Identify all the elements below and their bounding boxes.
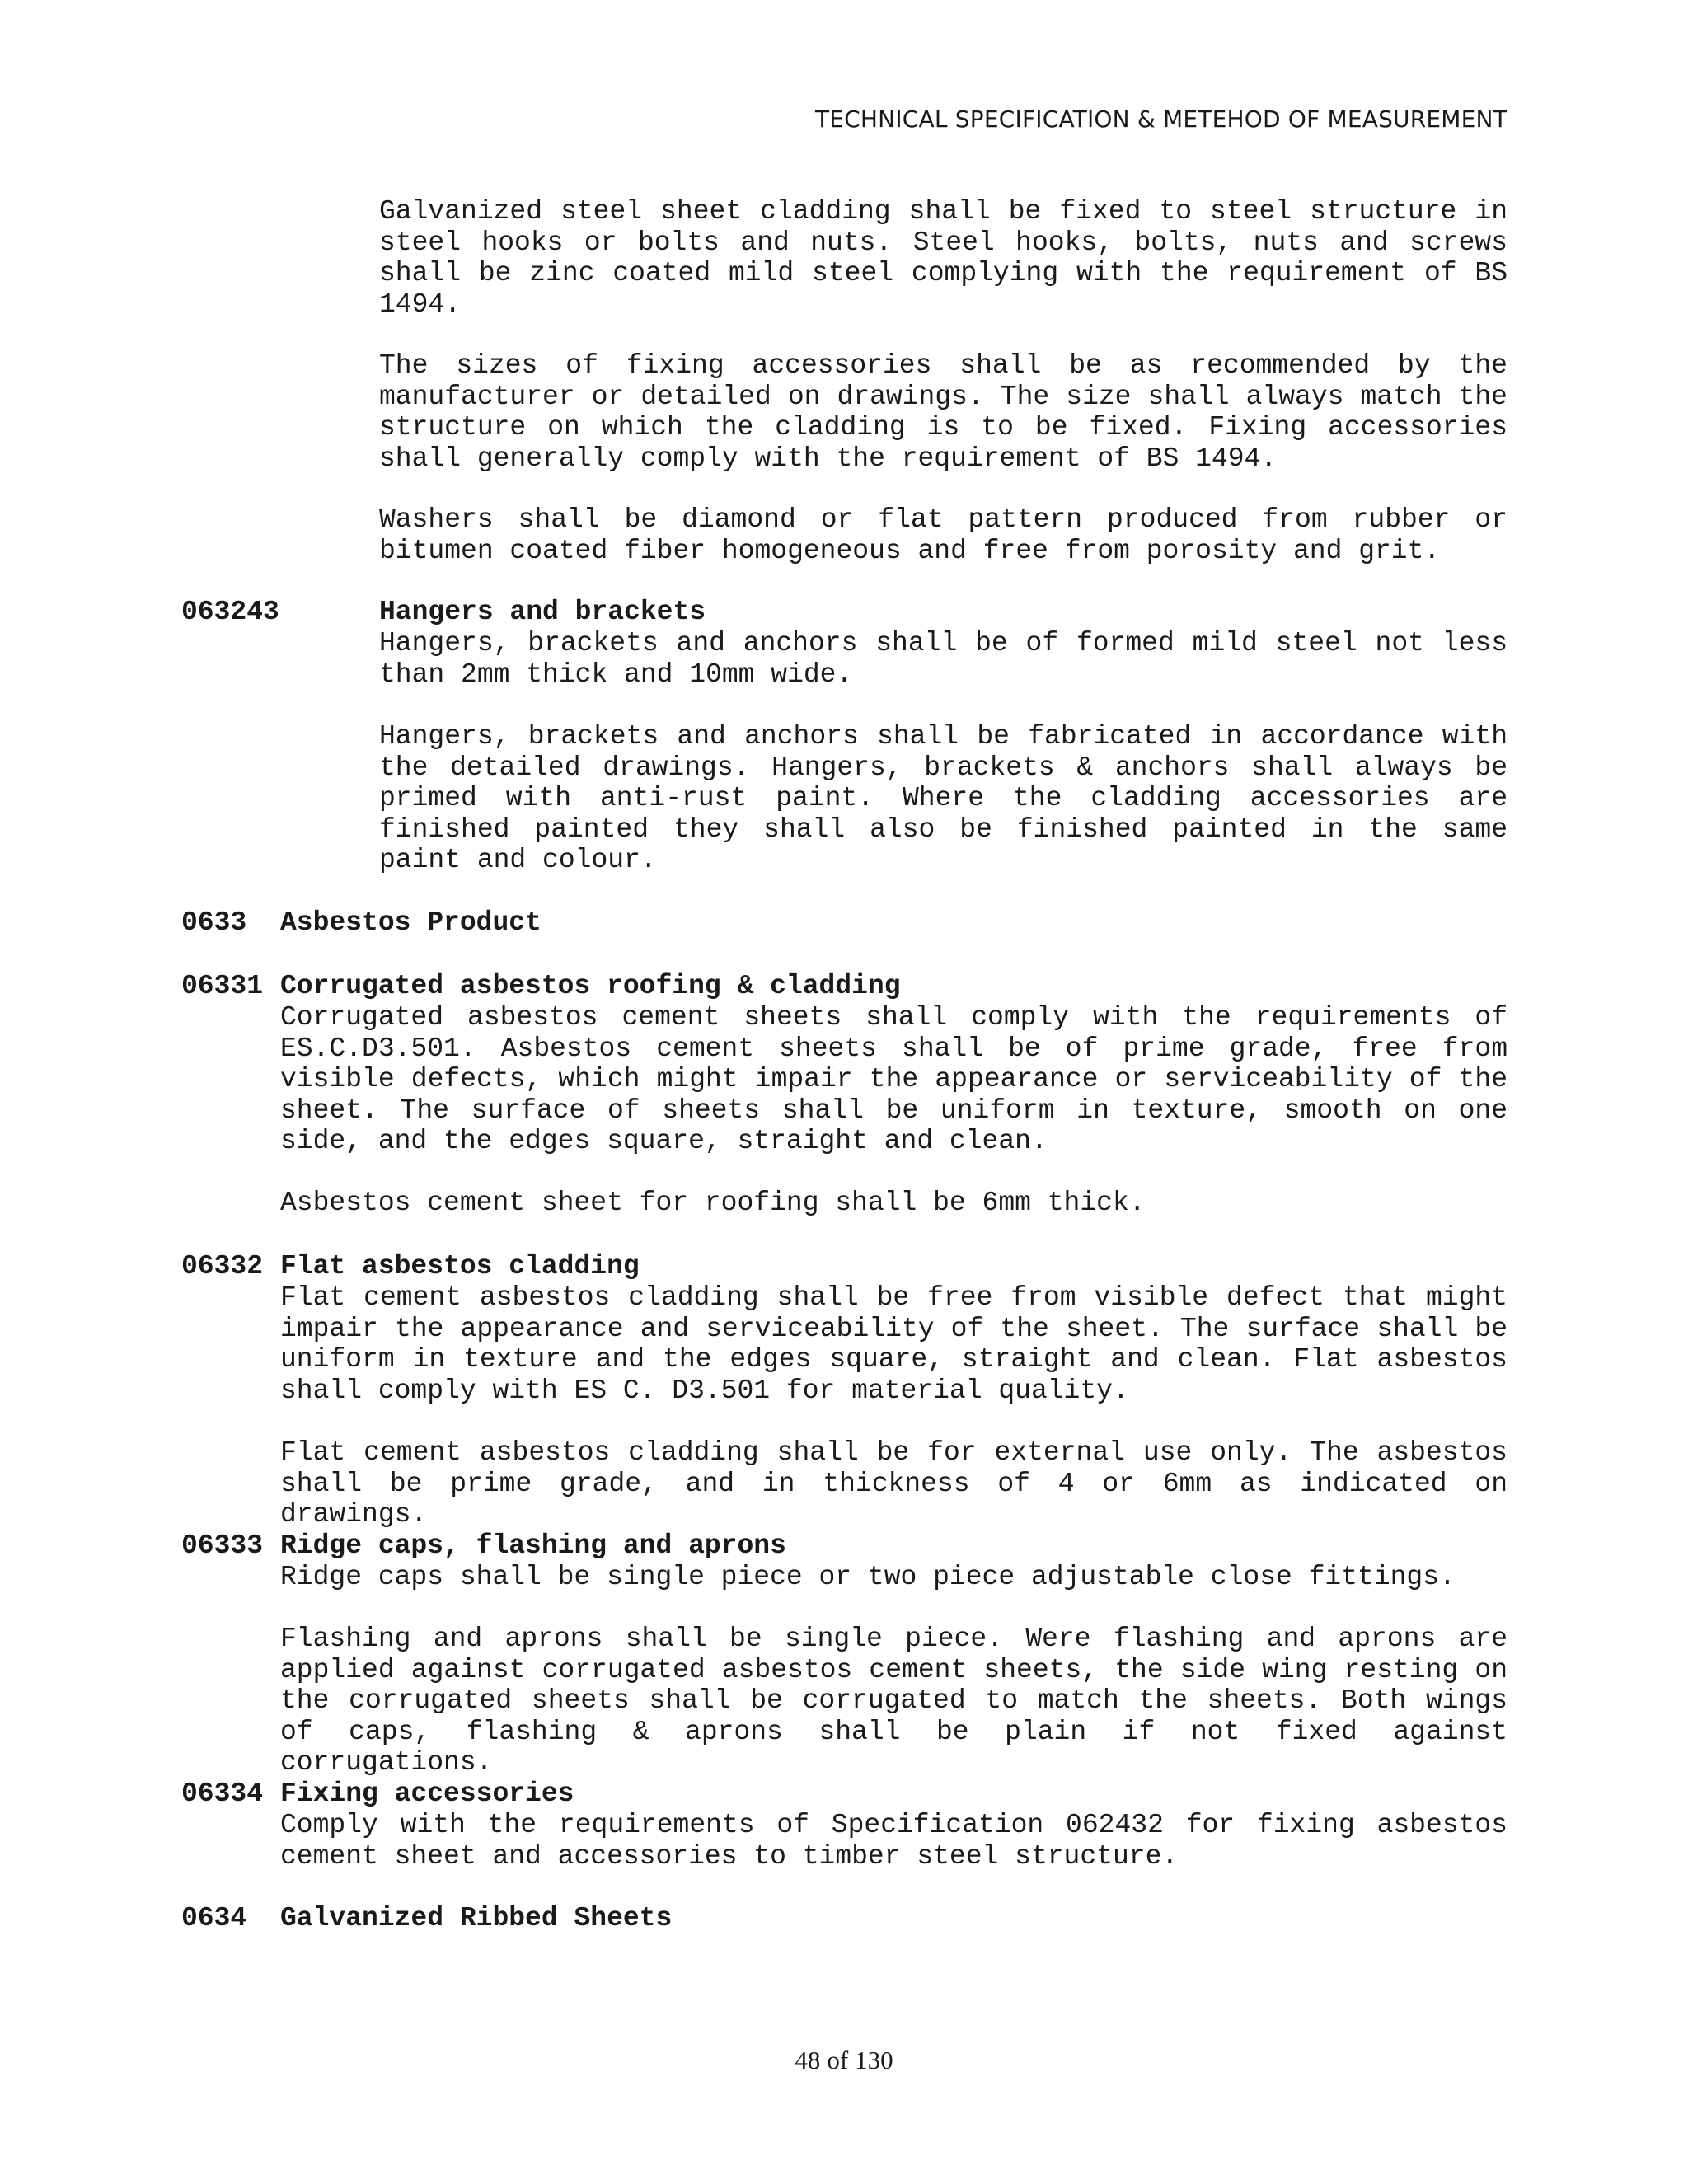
section-title-0633: Asbestos Product bbox=[280, 907, 542, 938]
section-number-06332: 06332 bbox=[181, 1251, 264, 1282]
section-06333-paragraph-1: Ridge caps shall be single piece or two piece adjustable close fittings. bbox=[280, 1562, 1456, 1592]
intro-paragraph-2: The sizes of fixing accessories shall be as recommended by the manufacturer or detailed on drawings. The size shall always match the structure on which the cladding is to be fixed. Fixing accessories shall generally comply with the requirement of BS 1494. bbox=[379, 350, 1507, 474]
page-footer bbox=[0, 2046, 1688, 2075]
section-number-06331: 06331 bbox=[181, 971, 264, 1001]
intro-paragraph-1: Galvanized steel sheet cladding shall be fixed to steel structure in steel hooks or bolts and nuts. Steel hooks, bolts, nuts and screws shall be zinc coated mild steel complying with the requirement of BS 1494. bbox=[379, 196, 1507, 320]
section-title-0634: Galvanized Ribbed Sheets bbox=[280, 1903, 673, 1933]
section-title-06331: Corrugated asbestos roofing & cladding bbox=[280, 971, 901, 1001]
document-header: TECHNICAL SPECIFICATION & METEHOD OF MEASUREMENT bbox=[814, 105, 1507, 133]
page-number: 48 bbox=[795, 2046, 821, 2074]
section-06332-paragraph-1: Flat cement asbestos cladding shall be free from visible defect that might impair the appearance and serviceability of the sheet. The surface shall be uniform in texture and the edges square, straight and clean. Flat asbestos shall comply with ES C. D3.501 for material quality. bbox=[280, 1282, 1507, 1406]
section-number-0633: 0633 bbox=[181, 907, 247, 938]
section-number-063243: 063243 bbox=[181, 597, 279, 627]
section-number-06334: 06334 bbox=[181, 1779, 264, 1809]
section-06331-paragraph-2: Asbestos cement sheet for roofing shall be 6mm thick. bbox=[280, 1188, 1146, 1218]
section-06333-paragraph-2: Flashing and aprons shall be single piece. Were flashing and aprons are applied against corrugated asbestos cement sheets, the side wing resting on the corrugated sheets shall be corrugated to match the sheets. Both wings of caps, flashing & aprons shall be plain if not fixed against corrugations. bbox=[280, 1624, 1507, 1779]
section-number-06333: 06333 bbox=[181, 1530, 264, 1561]
section-title-06333: Ridge caps, flashing and aprons bbox=[280, 1530, 786, 1561]
section-06332-paragraph-2: Flat cement asbestos cladding shall be for external use only. The asbestos shall be prime grade, and in thickness of 4 or 6mm as indicated on drawings. bbox=[280, 1437, 1507, 1530]
intro-paragraph-3: Washers shall be diamond or flat pattern produced from rubber or bitumen coated fiber homogeneous and free from porosity and grit. bbox=[379, 504, 1507, 566]
page-total: 130 bbox=[855, 2046, 893, 2074]
section-06331-paragraph-1: Corrugated asbestos cement sheets shall comply with the requirements of ES.C.D3.501. Asbestos cement sheets shall be of prime grade, free from visible defects, which might impair the appearance or serviceability of the sheet. The surface of sheets shall be uniform in texture, smooth on one side, and the edges square, straight and clean. bbox=[280, 1002, 1507, 1157]
page-of-label: of bbox=[827, 2046, 849, 2074]
section-number-0634: 0634 bbox=[181, 1903, 247, 1933]
section-title-06332: Flat asbestos cladding bbox=[280, 1251, 640, 1282]
section-063243-paragraph-2: Hangers, brackets and anchors shall be fabricated in accordance with the detailed drawings. Hangers, brackets & anchors shall always be primed with anti-rust paint. Where the cladding accessories are finished painted they shall also be finished painted in the same paint and colour. bbox=[379, 721, 1507, 876]
section-title-063243: Hangers and brackets bbox=[379, 597, 706, 627]
section-06334-paragraph-1: Comply with the requirements of Specification 062432 for fixing asbestos cement sheet and accessories to timber steel structure. bbox=[280, 1810, 1507, 1872]
section-title-06334: Fixing accessories bbox=[280, 1779, 574, 1809]
section-063243-paragraph-1: Hangers, brackets and anchors shall be of formed mild steel not less than 2mm thick and 10mm wide. bbox=[379, 628, 1507, 690]
